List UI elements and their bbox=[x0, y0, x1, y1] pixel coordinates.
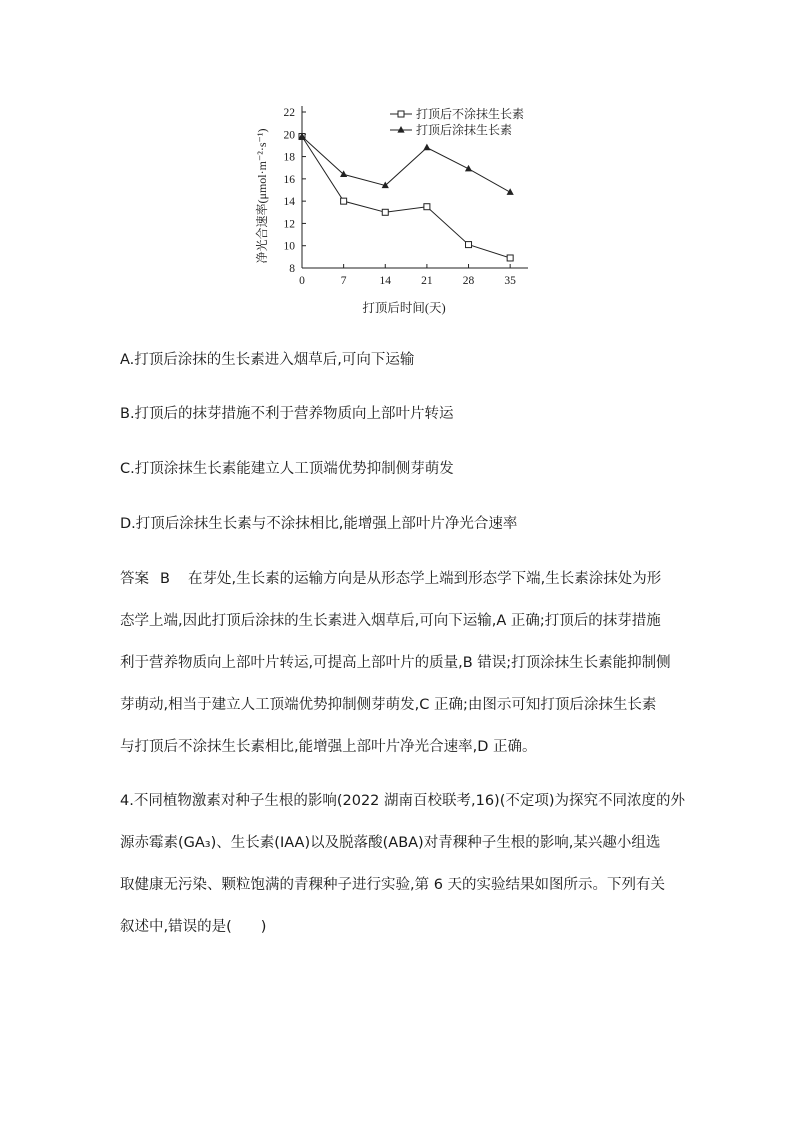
series-2-point bbox=[423, 144, 430, 151]
series-line-1 bbox=[302, 137, 510, 258]
option-a: A.打顶后涂抹的生长素进入烟草后,可向下运输 bbox=[120, 352, 415, 368]
y-tick-label: 16 bbox=[283, 173, 295, 186]
legend-label-1: 打顶后不涂抹生长素 bbox=[416, 107, 525, 121]
series-line-2 bbox=[302, 137, 510, 193]
series-2-point bbox=[465, 165, 472, 172]
y-tick-label: 22 bbox=[283, 107, 295, 119]
y-tick-label: 10 bbox=[283, 240, 295, 253]
y-tick-label: 20 bbox=[283, 129, 295, 142]
photosynthesis-chart bbox=[250, 96, 550, 328]
legend-label-2: 打顶后涂抹生长素 bbox=[416, 123, 513, 137]
answer-line-2: 态学上端,因此打顶后涂抹的生长素进入烟草后,可向下运输,A 正确;打顶后的抹芽措施 bbox=[120, 613, 661, 629]
series-1-point bbox=[466, 242, 472, 248]
answer-text: 在芽处,生长素的运输方向是从形态学上端到形态学下端,生长素涂抹处为形 bbox=[188, 571, 662, 587]
option-c: C.打顶涂抹生长素能建立人工顶端优势抑制侧芽萌发 bbox=[120, 461, 454, 477]
question-4-line-3: 取健康无污染、颗粒饱满的青稞种子进行实验,第 6 天的实验结果如图所示。下列有关 bbox=[120, 877, 666, 893]
answer-line-1 bbox=[120, 569, 661, 589]
series-1-point bbox=[424, 204, 430, 210]
series-1-point bbox=[382, 209, 388, 215]
y-tick-label: 18 bbox=[283, 151, 295, 164]
y-tick-label: 8 bbox=[289, 263, 295, 275]
legend-marker-2 bbox=[397, 126, 404, 133]
answer-line-3: 利于营养物质向上部叶片转运,可提高上部叶片的质量,B 错误;打顶涂抹生长素能抑制侧 bbox=[120, 655, 671, 671]
x-tick-label: 21 bbox=[421, 275, 433, 287]
x-tick-label: 7 bbox=[340, 275, 347, 287]
series-2-point bbox=[507, 188, 514, 195]
series-1-point bbox=[507, 255, 513, 261]
answer-label: 答案 bbox=[120, 571, 149, 587]
legend-marker-1 bbox=[398, 111, 404, 117]
series-2-point bbox=[340, 170, 347, 177]
answer-line-5: 与打顶后不涂抹生长素相比,能增强上部叶片净光合速率,D 正确。 bbox=[120, 739, 537, 755]
y-axis-label: 净光合速率(μmol·m⁻²·s⁻¹) bbox=[255, 128, 269, 264]
x-tick-label: 0 bbox=[299, 275, 305, 287]
question-4-line-2: 源赤霉素(GA₃)、生长素(IAA)以及脱落酸(ABA)对青稞种子生根的影响,某兴趣小组选 bbox=[120, 835, 661, 851]
answer-letter: B bbox=[160, 571, 170, 587]
option-d: D.打顶后涂抹生长素与不涂抹相比,能增强上部叶片净光合速率 bbox=[120, 516, 518, 532]
answer-line-4: 芽萌动,相当于建立人工顶端优势抑制侧芽萌发,C 正确;由图示可知打顶后涂抹生长素 bbox=[120, 697, 657, 713]
option-b: B.打顶后的抹芽措施不利于营养物质向上部叶片转运 bbox=[120, 406, 454, 422]
y-tick-label: 14 bbox=[283, 196, 295, 209]
series-1-point bbox=[341, 198, 347, 204]
question-4-line-1: 4.不同植物激素对种子生根的影响(2022 湖南百校联考,16)(不定项)为探究不同浓度的外 bbox=[120, 793, 686, 809]
y-tick-label: 12 bbox=[283, 218, 295, 231]
x-tick-label: 14 bbox=[379, 275, 392, 287]
chart-svg bbox=[250, 96, 550, 328]
x-tick-label: 35 bbox=[504, 275, 516, 287]
x-axis-label: 打顶后时间(天) bbox=[362, 301, 446, 315]
question-4-line-4: 叙述中,错误的是( ) bbox=[120, 919, 267, 935]
x-tick-label: 28 bbox=[462, 275, 475, 287]
